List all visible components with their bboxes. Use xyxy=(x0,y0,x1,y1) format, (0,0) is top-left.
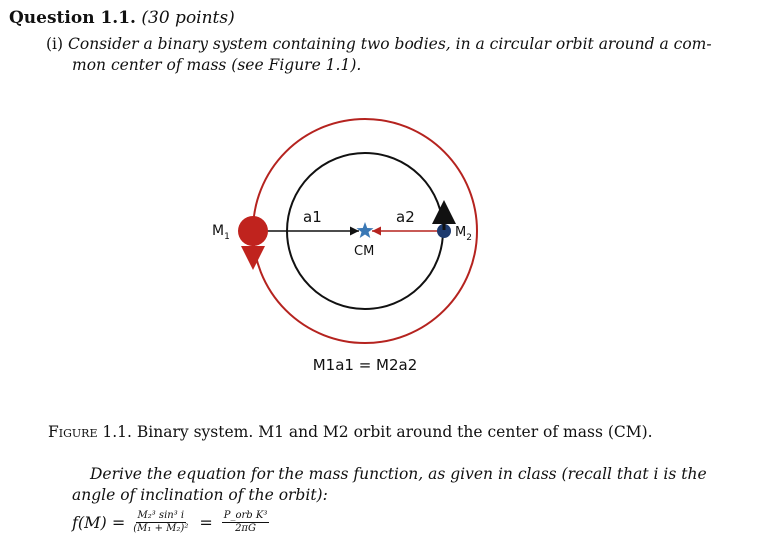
part-i-text xyxy=(46,34,716,76)
derive-line2: angle of inclination of the orbit): xyxy=(72,486,328,504)
binary-system-figure xyxy=(190,118,520,388)
formula-lhs: f(M) = xyxy=(72,512,126,532)
derive-line1: Derive the equation for the mass function, as given in class (recall that i is the xyxy=(90,465,707,483)
frac1-numerator: M₂³ sin³ i xyxy=(137,509,185,521)
question-points: (30 points) xyxy=(141,8,235,28)
part-i-label: (i) xyxy=(46,35,64,53)
cm-label: CM xyxy=(354,244,375,259)
binary-system-diagram xyxy=(190,118,520,388)
relation-label: M1a1 = M2a2 xyxy=(312,356,418,374)
derive-text xyxy=(72,464,722,506)
question-number: Question 1.1. xyxy=(9,8,136,28)
frac2-numerator: P_orb K³ xyxy=(223,509,268,521)
m1-label: $M_1$ xyxy=(212,223,230,242)
m2-label: $M_2$ xyxy=(455,225,472,243)
cm-star-icon xyxy=(357,222,374,238)
part-i-line1: Consider a binary system containing two bodies, in a circular orbit around a com- xyxy=(68,35,712,53)
part-i-line2: mon center of mass (see Figure 1.1). xyxy=(72,56,362,74)
mass-function-formula xyxy=(72,505,271,539)
a1-label: a1 xyxy=(303,208,322,226)
caption-text: Binary system. M1 and M2 orbit around the center of mass (CM). xyxy=(136,423,653,441)
caption-prefix: Figure 1.1. xyxy=(48,423,132,441)
formula-frac1 xyxy=(131,510,190,535)
formula-frac2 xyxy=(222,510,270,535)
formula-equals: = xyxy=(199,512,213,532)
figure-caption xyxy=(48,423,653,441)
a2-label: a2 xyxy=(396,208,415,226)
question-heading xyxy=(9,8,235,28)
frac2-denominator: 2πG xyxy=(235,522,256,534)
frac1-denominator: (M₁ + M₂)² xyxy=(133,522,189,534)
